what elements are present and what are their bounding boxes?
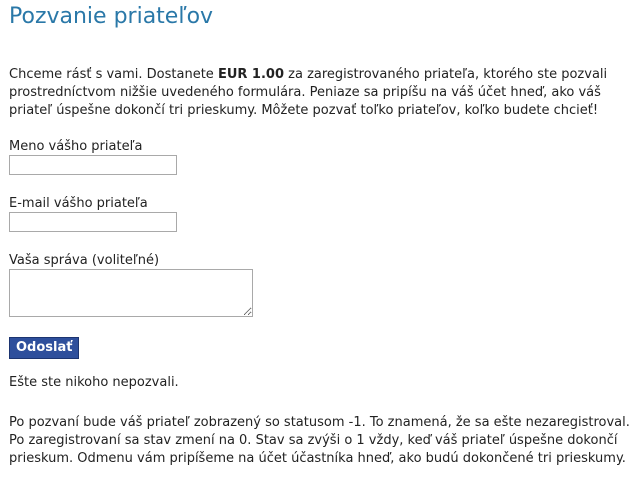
friend-name-input[interactable] xyxy=(9,155,177,175)
intro-text-end: za zaregistrovaného priateľa, ktorého ste pozvali prostredníctvom nižšie uvedeného formulára. Peniaze sa pripíšu na váš účet hneď, ako váš priateľ úspešne dokončí tri prieskumy. Môžete pozvať toľko priateľov, koľko budete chcieť! xyxy=(9,67,608,118)
submit-button[interactable]: Odoslať xyxy=(9,337,79,359)
friend-email-input[interactable] xyxy=(9,212,177,232)
intro-text-start: Chceme rásť s vami. Dostanete xyxy=(9,67,218,82)
intro-paragraph xyxy=(9,66,629,120)
message-label: Vaša správa (voliteľné) xyxy=(9,253,160,268)
message-textarea[interactable] xyxy=(9,269,253,317)
invite-status-text: Ešte ste nikoho nepozvali. xyxy=(9,375,179,390)
page-title: Pozvanie priateľov xyxy=(9,4,214,29)
friend-name-label: Meno vášho priateľa xyxy=(9,139,143,154)
friend-email-label: E-mail vášho priateľa xyxy=(9,196,148,211)
reward-amount: EUR 1.00 xyxy=(217,67,285,82)
status-explanation: Po pozvaní bude váš priateľ zobrazený so statusom -1. To znamená, že sa ešte nezaregistroval. Po zaregistrovaní sa stav zmení na 0. Stav sa zvýši o 1 vždy, keď váš priateľ úspešne dokončí prieskum. Odmenu vám pripíšeme na účet účastníka hneď, ako budú dokončené tri prieskumy. xyxy=(9,415,630,466)
